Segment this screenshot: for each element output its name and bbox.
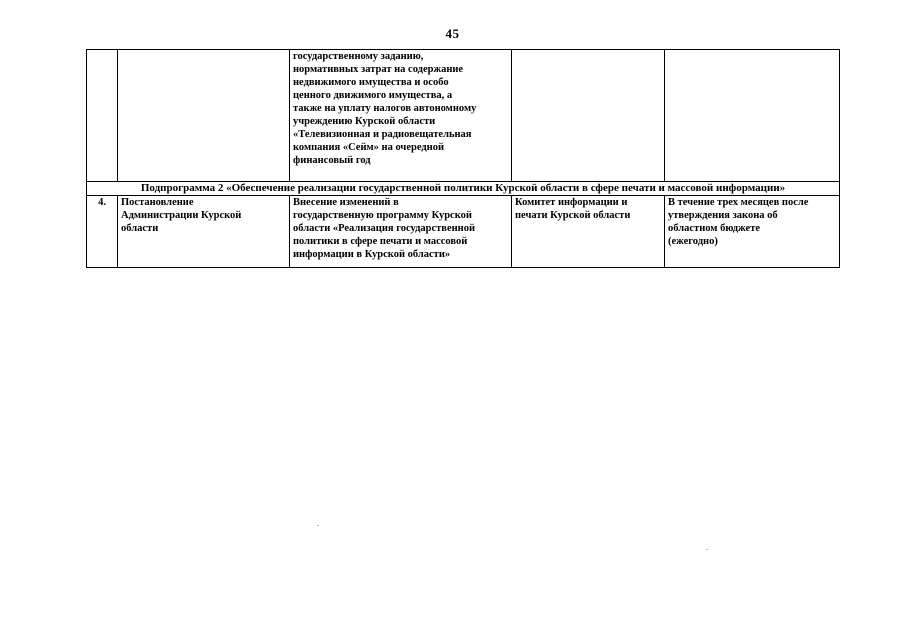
row-4-act: Постановление Администрации Курской области: [118, 196, 290, 268]
page-number: 45: [445, 26, 460, 41]
cell-deadline-empty: [665, 50, 840, 182]
scan-speck: [317, 525, 319, 526]
cell-responsible-empty: [512, 50, 665, 182]
cell-act-empty: [118, 50, 290, 182]
row-4-deadline: В течение трех месяцев после утверждения закона об областном бюджете (ежегодно): [665, 196, 840, 268]
subprogram-2-heading: Подпрограмма 2 «Обеспечение реализации государственной политики Курской области в сфере печати и массовой информации»: [87, 182, 840, 196]
cell-content-continuation: государственному заданию, нормативных затрат на содержание недвижимого имущества и особо ценного движимого имущества, а также на уплату налогов автономному учреждению Курской области «Телевизионная и радиовещательная компания «Сейм» на очередной финансовый год: [290, 50, 512, 182]
table-row-4: [87, 196, 840, 268]
row-4-content: Внесение изменений в государственную программу Курской области «Реализация государственной политики в сфере печати и массовой информации в Курской области»: [290, 196, 512, 268]
row-4-responsible: Комитет информации и печати Курской области: [512, 196, 665, 268]
table-row-continuation: [87, 50, 840, 182]
measures-table: [86, 49, 840, 268]
scan-speck: [706, 549, 708, 550]
cell-number-empty: [87, 50, 118, 182]
row-4-number: 4.: [87, 196, 118, 268]
table-row-subprogram: [87, 182, 840, 196]
